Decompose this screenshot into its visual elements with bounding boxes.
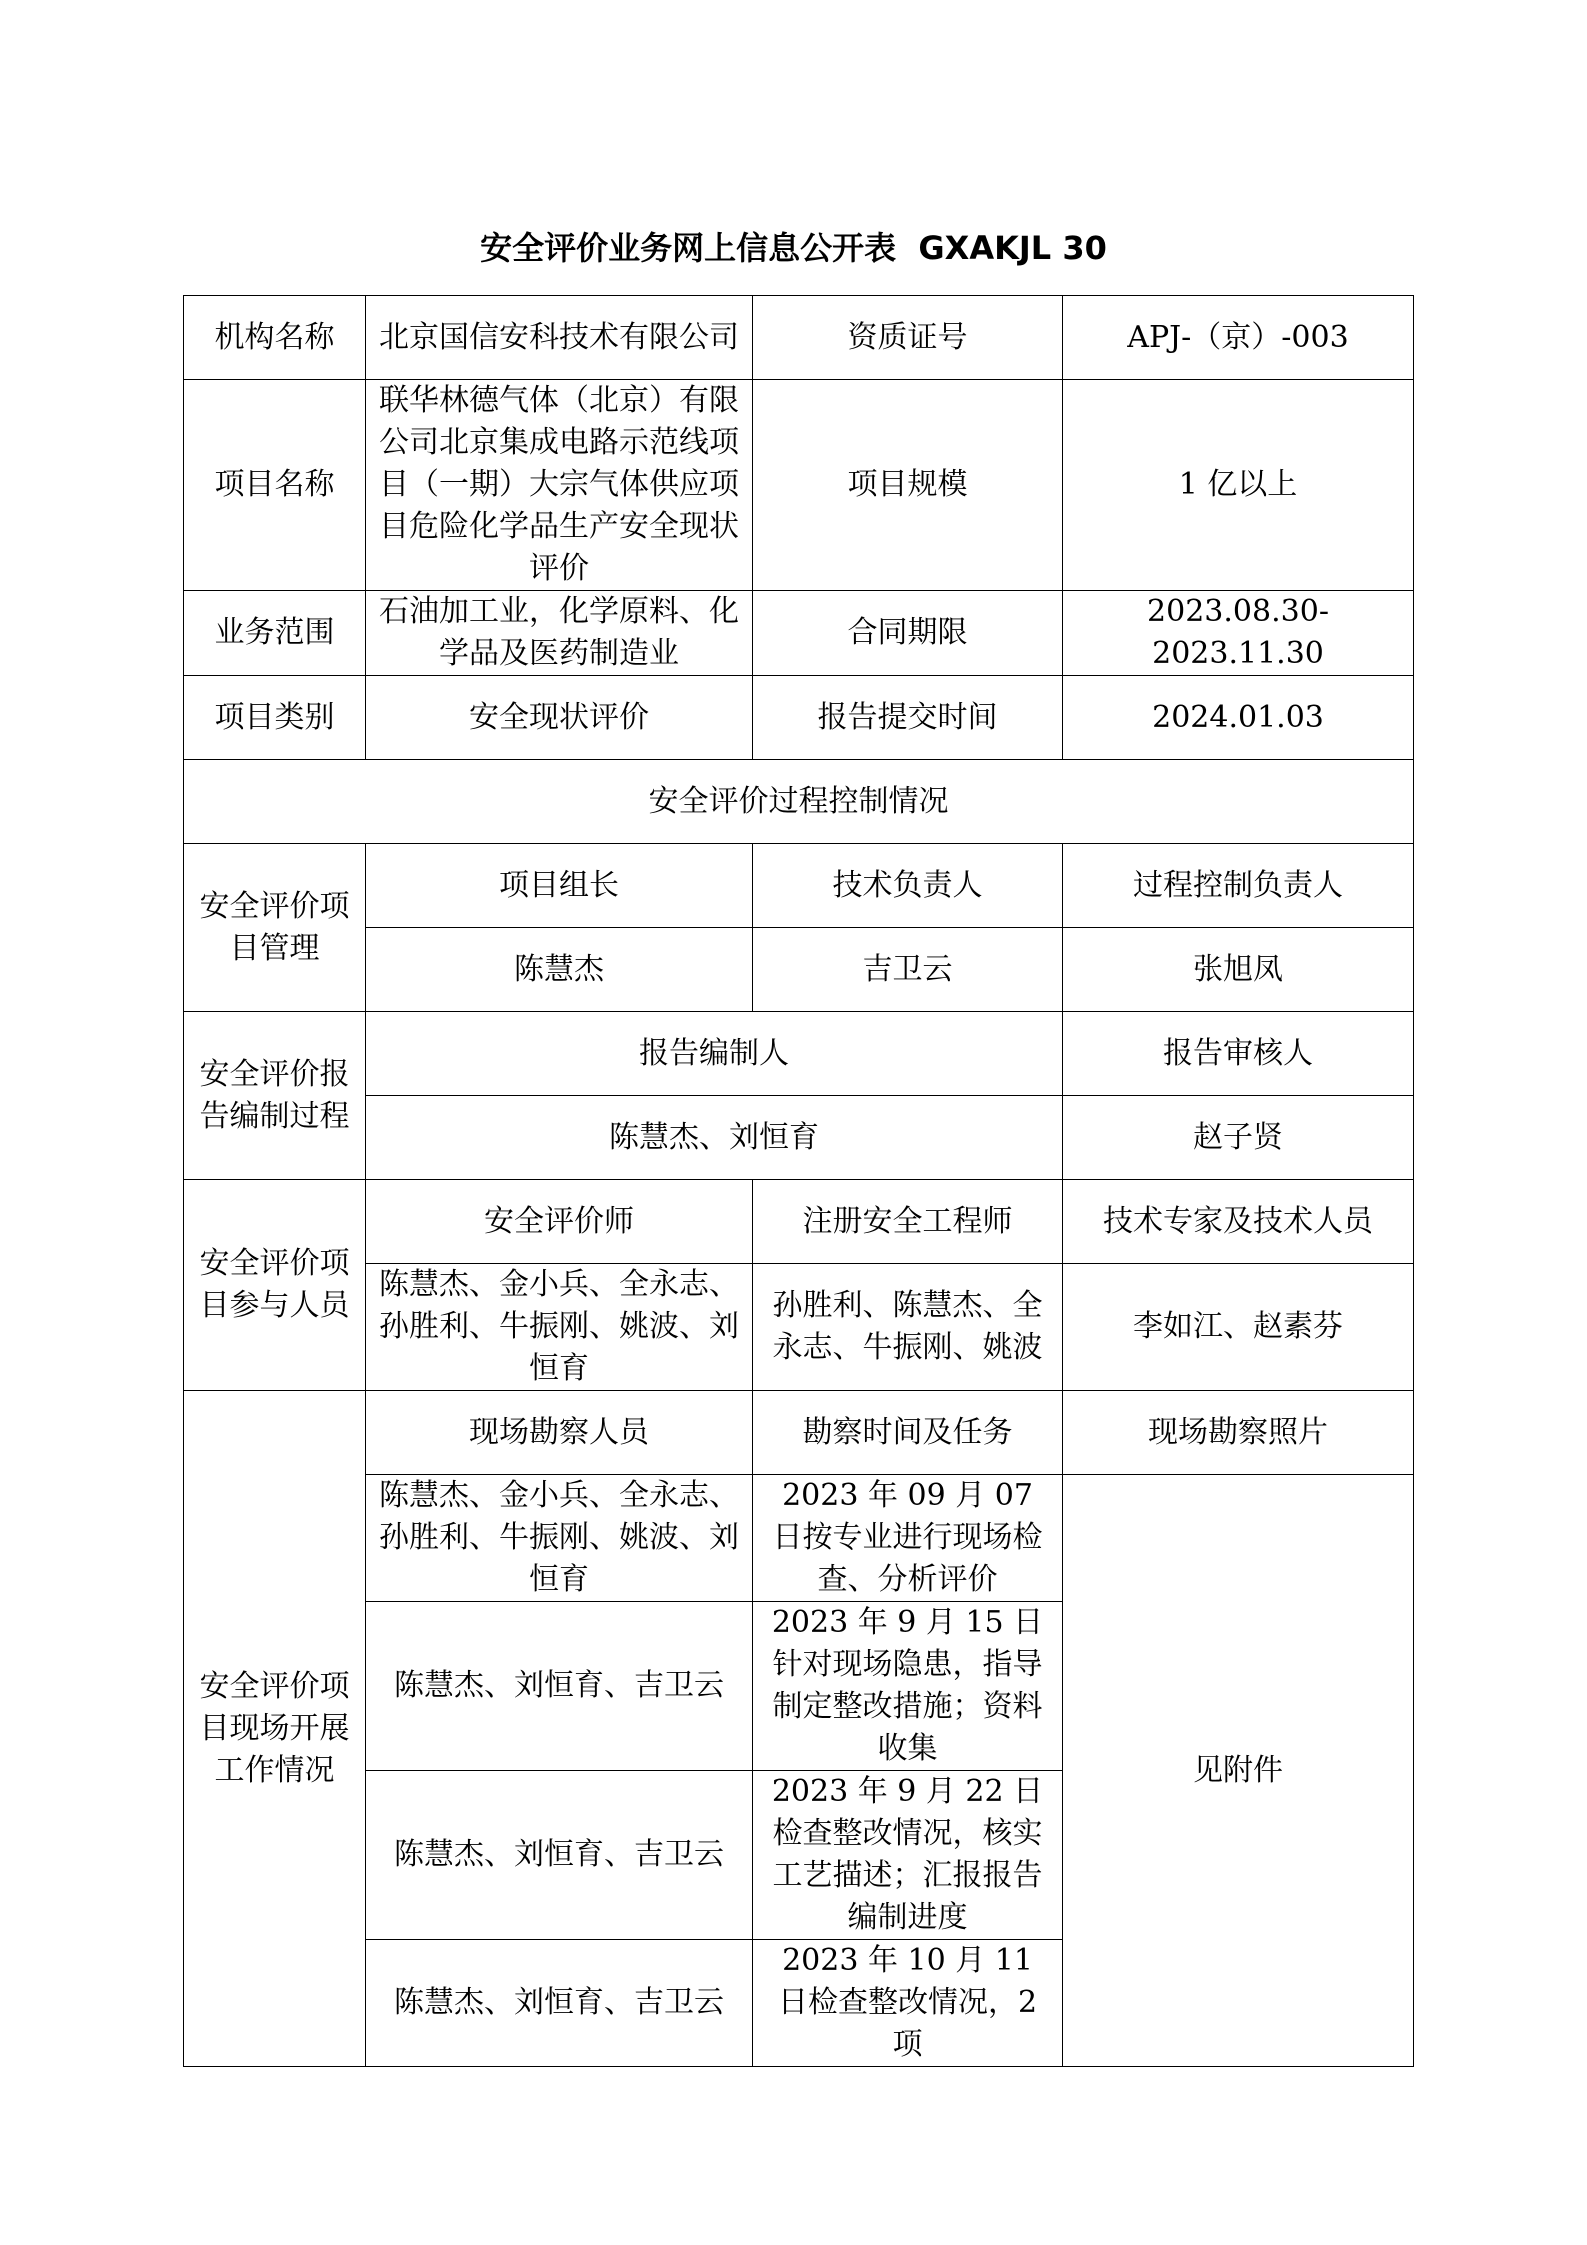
author-value: 陈慧杰、刘恒育 [366, 1096, 1063, 1180]
scope-label: 业务范围 [184, 591, 366, 676]
process-header-row [184, 760, 1414, 844]
author-label: 报告编制人 [366, 1012, 1063, 1096]
site-visit-people: 陈慧杰、金小兵、全永志、孙胜利、牛振刚、姚波、刘恒育 [366, 1475, 753, 1602]
category-label: 项目类别 [184, 676, 366, 760]
org-value: 北京国信安科技术有限公司 [366, 296, 753, 380]
report-value-row [184, 1096, 1414, 1180]
site-visit-task: 2023 年 10 月 11 日检查整改情况，2 项 [753, 1940, 1063, 2067]
document-title: 安全评价业务网上信息公开表 GXAKJL 30 [480, 229, 1107, 267]
site-photo-value: 见附件 [1063, 1475, 1414, 2067]
site-time-label: 勘察时间及任务 [753, 1391, 1063, 1475]
engineer-label: 注册安全工程师 [753, 1180, 1063, 1264]
reviewer-label: 报告审核人 [1063, 1012, 1414, 1096]
engineer-value: 孙胜利、陈慧杰、全永志、牛振刚、姚波 [753, 1264, 1063, 1391]
control-label: 过程控制负责人 [1063, 844, 1414, 928]
management-value-row [184, 928, 1414, 1012]
control-value: 张旭凤 [1063, 928, 1414, 1012]
site-visit-people: 陈慧杰、刘恒育、吉卫云 [366, 1940, 753, 2067]
site-visit-task: 2023 年 9 月 22 日检查整改情况，核实工艺描述；汇报报告编制进度 [753, 1771, 1063, 1940]
leader-label: 项目组长 [366, 844, 753, 928]
evaluator-value: 陈慧杰、金小兵、全永志、孙胜利、牛振刚、姚波、刘恒育 [366, 1264, 753, 1391]
category-value: 安全现状评价 [366, 676, 753, 760]
submit-value: 2024.01.03 [1063, 676, 1414, 760]
site-visit-task: 2023 年 9 月 15 日针对现场隐患，指导制定整改措施；资料收集 [753, 1602, 1063, 1771]
term-value: 2023.08.30-2023.11.30 [1063, 591, 1414, 676]
site-header-row [184, 1391, 1414, 1475]
site-photo-label: 现场勘察照片 [1063, 1391, 1414, 1475]
tech-value: 吉卫云 [753, 928, 1063, 1012]
site-visit-row [184, 1475, 1414, 1602]
evaluator-label: 安全评价师 [366, 1180, 753, 1264]
participants-value-row [184, 1264, 1414, 1391]
disclosure-table [183, 295, 1414, 2067]
reviewer-value: 赵子贤 [1063, 1096, 1414, 1180]
site-visit-task: 2023 年 09 月 07 日按专业进行现场检查、分析评价 [753, 1475, 1063, 1602]
site-visit-people: 陈慧杰、刘恒育、吉卫云 [366, 1771, 753, 1940]
management-label: 安全评价项目管理 [184, 844, 366, 1012]
expert-label: 技术专家及技术人员 [1063, 1180, 1414, 1264]
submit-label: 报告提交时间 [753, 676, 1063, 760]
org-row [184, 296, 1414, 380]
expert-value: 李如江、赵素芬 [1063, 1264, 1414, 1391]
scope-row [184, 591, 1414, 676]
cert-value: APJ-（京）-003 [1063, 296, 1414, 380]
scope-value: 石油加工业，化学原料、化学品及医药制造业 [366, 591, 753, 676]
term-label: 合同期限 [753, 591, 1063, 676]
project-row [184, 380, 1414, 591]
org-label: 机构名称 [184, 296, 366, 380]
report-header-row [184, 1012, 1414, 1096]
site-people-label: 现场勘察人员 [366, 1391, 753, 1475]
scale-label: 项目规模 [753, 380, 1063, 591]
site-label: 安全评价项目现场开展工作情况 [184, 1391, 366, 2067]
leader-value: 陈慧杰 [366, 928, 753, 1012]
tech-label: 技术负责人 [753, 844, 1063, 928]
scale-value: 1 亿以上 [1063, 380, 1414, 591]
participants-header-row [184, 1180, 1414, 1264]
management-header-row [184, 844, 1414, 928]
report-label: 安全评价报告编制过程 [184, 1012, 366, 1180]
participants-label: 安全评价项目参与人员 [184, 1180, 366, 1391]
category-row [184, 676, 1414, 760]
project-label: 项目名称 [184, 380, 366, 591]
site-visit-people: 陈慧杰、刘恒育、吉卫云 [366, 1602, 753, 1771]
cert-label: 资质证号 [753, 296, 1063, 380]
process-header: 安全评价过程控制情况 [184, 760, 1414, 844]
project-value: 联华林德气体（北京）有限公司北京集成电路示范线项目（一期）大宗气体供应项目危险化学品生产安全现状评价 [366, 380, 753, 591]
